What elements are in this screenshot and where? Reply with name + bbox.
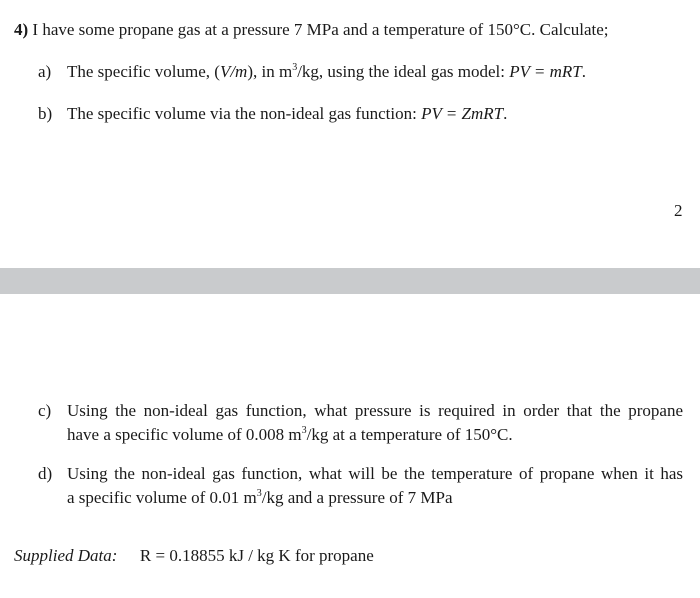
item-a-text-pre: The specific volume, ( bbox=[67, 62, 220, 81]
item-a-text bbox=[67, 61, 586, 83]
item-c-label: c) bbox=[38, 401, 52, 420]
item-d-line2 bbox=[67, 486, 683, 510]
item-b-text-pre: The specific volume via the non-ideal gas function: bbox=[67, 104, 422, 123]
question-number: 4) bbox=[14, 20, 29, 39]
item-a-text-end: . bbox=[581, 62, 587, 81]
item-c-sup: 3 bbox=[301, 425, 307, 436]
question-intro: I have some propane gas at a pressure 7 MPa and a temperature of 150°C. Calculate; bbox=[32, 20, 609, 39]
supplied-data-formula: R = 0.18855 kJ / kg K for propane bbox=[139, 546, 374, 565]
page-break-divider bbox=[0, 268, 700, 294]
item-d-line2-pre: a specific volume of 0.01 m bbox=[67, 488, 257, 507]
item-c-line2-end: /kg at a temperature of 150°C. bbox=[306, 425, 513, 444]
item-d-line1: Using the non-ideal gas function, what will be the temperature of propane when it has bbox=[67, 464, 683, 483]
item-b-text-end: . bbox=[503, 104, 508, 123]
item-c-line1: Using the non-ideal gas function, what pressure is required in order that the propane bbox=[67, 401, 683, 420]
item-c-line2 bbox=[67, 423, 683, 447]
item-c-text bbox=[67, 399, 683, 447]
item-a-var: V/m bbox=[219, 62, 248, 81]
item-a-formula: PV = mRT bbox=[509, 62, 582, 81]
page-number: 2 bbox=[674, 201, 683, 220]
item-a-text-mid: ), in m bbox=[247, 62, 293, 81]
item-d-sup: 3 bbox=[256, 488, 262, 499]
item-a-text-mid2: /kg, using the ideal gas model: bbox=[297, 62, 510, 81]
item-b-text bbox=[67, 103, 507, 125]
item-b-label: b) bbox=[38, 104, 53, 123]
supplied-data-label: Supplied Data: bbox=[14, 546, 118, 565]
item-d-text bbox=[67, 462, 683, 510]
supplied-data bbox=[14, 545, 374, 567]
item-d-line2-end: /kg and a pressure of 7 MPa bbox=[261, 488, 453, 507]
question-heading bbox=[14, 19, 609, 41]
item-b-formula: PV = ZmRT bbox=[421, 104, 504, 123]
item-a-sup: 3 bbox=[292, 62, 298, 73]
item-d-label: d) bbox=[38, 464, 53, 483]
item-c-line2-pre: have a specific volume of 0.008 m bbox=[67, 425, 302, 444]
item-a-label: a) bbox=[38, 62, 52, 81]
